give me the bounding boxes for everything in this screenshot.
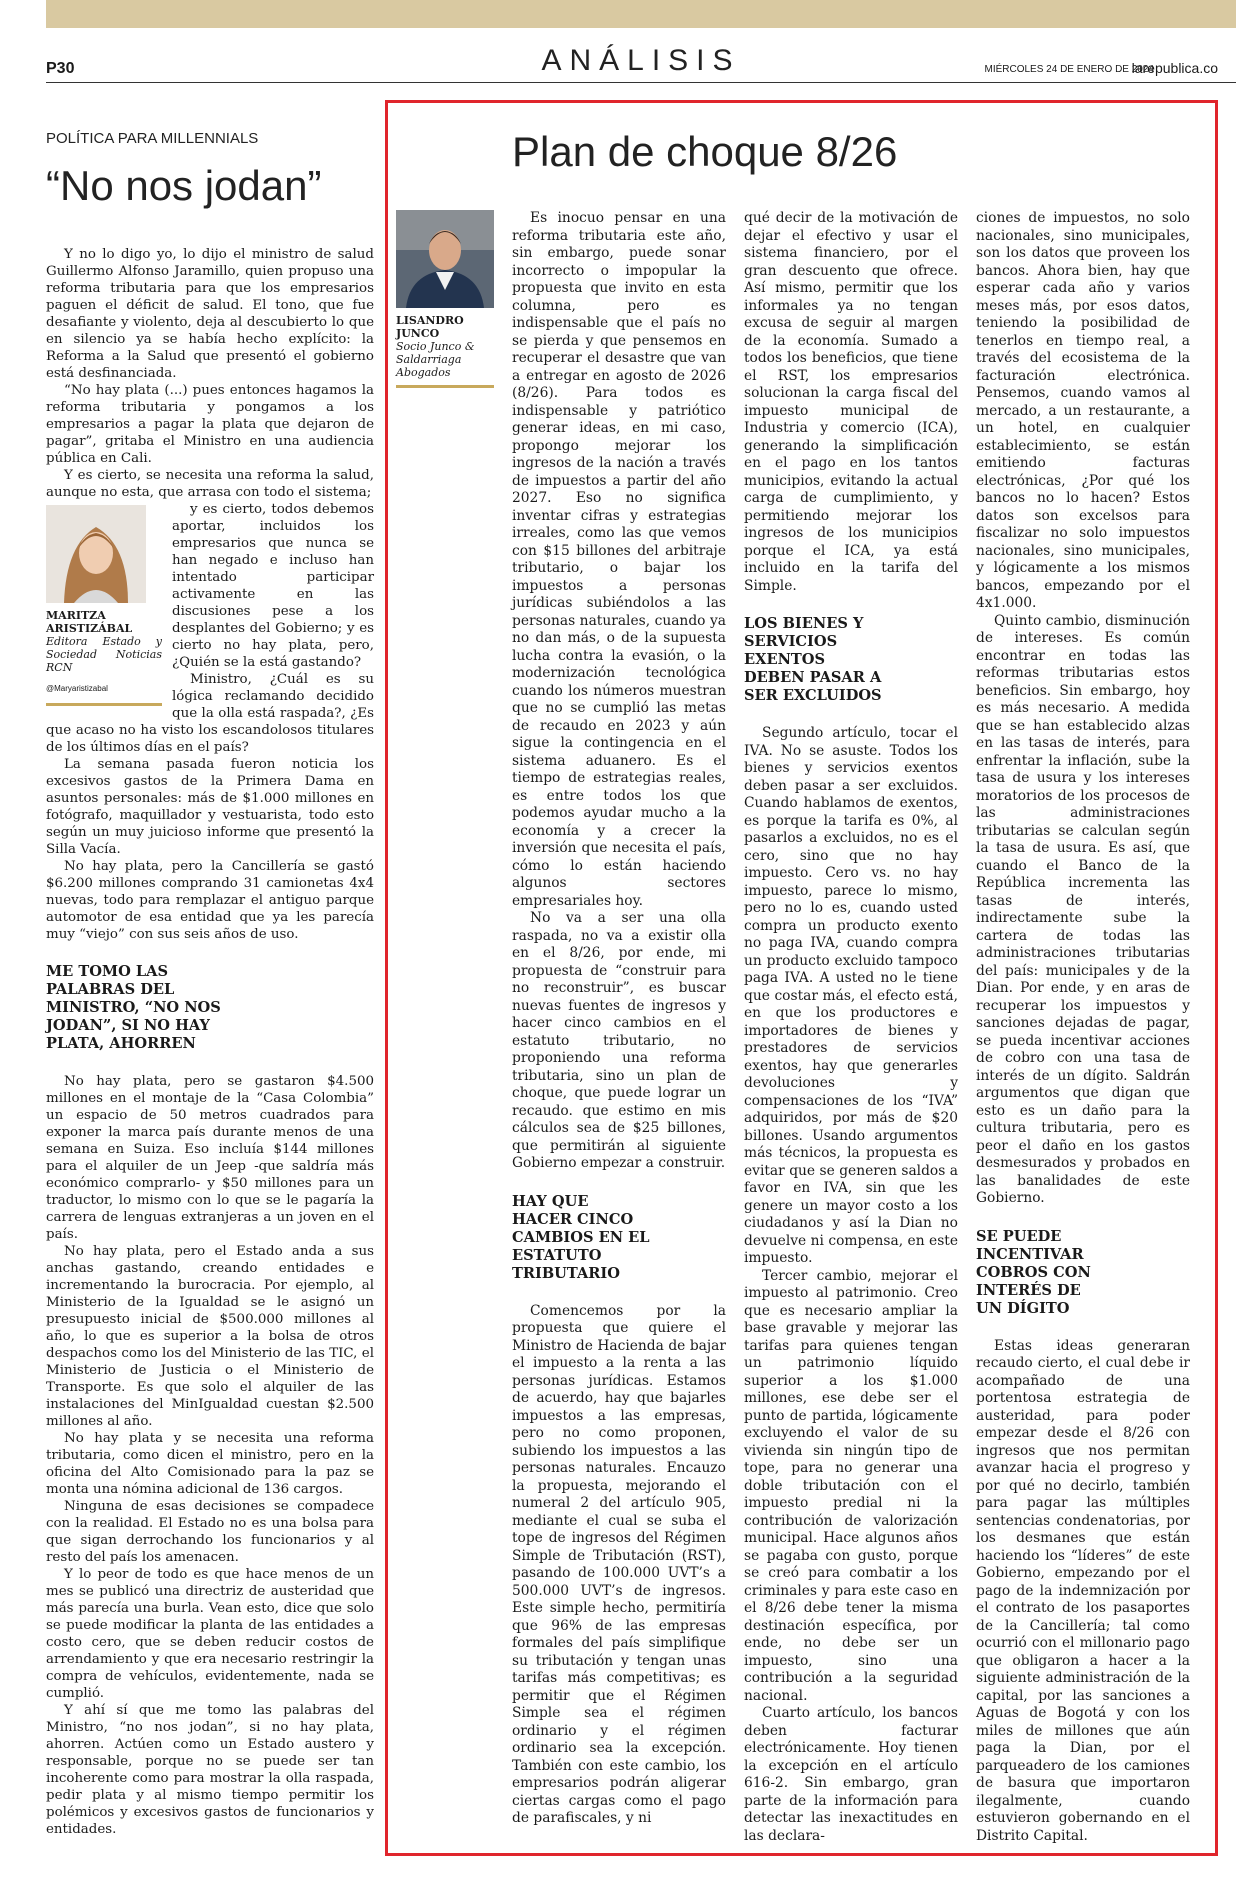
left-author-box: [46, 505, 162, 706]
issue-date: MIÉRCOLES 24 DE ENERO DE 2024: [984, 64, 1154, 75]
header-rule: [46, 82, 1236, 83]
paragraph: Cuarto artículo, los bancos deben facturar electrónicamente. Hoy tienen la excepción en el artículo 616-2. Sin embargo, gran parte de la información para detectar las inexactitudes en las declara-: [744, 1705, 958, 1844]
author-role: Editora Estado y Sociedad Noticias RCN: [46, 635, 162, 674]
subheading: HAY QUE HACER CINCO CAMBIOS EN EL ESTATUTO TRIBUTARIO: [512, 1192, 650, 1282]
author-name: MARITZA ARISTIZÁBAL: [46, 609, 133, 635]
author-portrait-image: [46, 505, 146, 603]
author-handle: @Maryaristizabal: [46, 684, 108, 693]
site-name: larepublica.co: [1131, 60, 1218, 76]
paragraph: Y es cierto, se necesita una reforma la salud, aunque no esta, que arrasa con todo el sistema;: [46, 468, 374, 500]
paragraph: No va a ser una olla raspada, no va a existir olla en el 8/26, por ende, mi propuesta de “construir para no reconstruir”, es buscar nuevas fuentes de ingresos y hacer cinco cambios en el estatuto tributario, no proponiendo una reforma tributaria, sino un plan de choque, que puede lograr un recaudo. que estimo en mis cálculos sea de $25 billones, que permitirán al siguiente Gobierno empezar a construir.: [512, 910, 726, 1171]
author-photo: [46, 505, 146, 603]
paragraph: y es cierto, todos debemos aportar, incluidos los empresarios que nunca se han negado e incluso han intentado participar activamente en las discusiones pese a los desplantes del Gobierno; y es cierto no hay plata, pero, ¿Quién se la está gastando?: [172, 502, 374, 670]
paragraph: No hay plata, pero se gastaron $4.500 millones en el montaje de la “Casa Colombia” un espacio de 50 metros cuadrados para exponer la marca país durante menos de una semana en Suiza. Eso incluía $144 millones para el alquiler de un Jeep -que saldría más económico comprarlo- y $50 millones para un traductor, lo mismo con lo que se le pagaría la carrera de lenguas extranjeras a un joven en el país.: [46, 1074, 374, 1242]
paragraph: No hay plata, pero la Cancillería se gastó $6.200 millones comprando 31 camionetas 4x4 nuevas, todo para remplazar el antiguo parque automotor de esa entidad que ya les parecía muy “viejo” con sus seis años de uso.: [46, 859, 374, 942]
right-author-box: [396, 210, 494, 388]
left-article-body: [46, 246, 374, 1838]
author-name: LISANDRO JUNCO: [396, 314, 464, 340]
paragraph: Y ahí sí que me tomo las palabras del Ministro, “no nos jodan”, si no hay plata, ahorren. Actúen como un Estado austero y responsable, porque no se puede ser tan incoherente como para mostrar la olla raspada, pedir plata y al mismo tiempo permitir los polémicos y excesivos gastos de funcionarios y entidades.: [46, 1703, 374, 1837]
right-headline: Plan de choque 8/26: [512, 128, 898, 175]
paragraph: La semana pasada fueron noticia los excesivos gastos de la Primera Dama en asuntos personales: más de $1.000 millones en fotógrafo, maquillador y vestuarista, todo esto según un muy juicioso informe que presentó la Silla Vacía.: [46, 757, 374, 857]
paragraph: No hay plata, pero el Estado anda a sus anchas gastando, creando entidades e incrementando la burocracia. Por ejemplo, al Ministerio de la Igualdad se le asignó un presupuesto inicial de $500.000 millones al año, lo que es superior a la bolsa de otros despachos como los del Ministerio de las TIC, el Ministerio de Justicia o el Ministerio de Transporte. Es que solo el alquiler de las instalaciones del MinIgualdad cuestan $2.500 millones al año.: [46, 1244, 374, 1429]
paragraph: No hay plata y se necesita una reforma tributaria, como dicen el ministro, pero en la oficina del Alto Comisionado para la paz se monta una nómina adicional de 136 cargos.: [46, 1431, 374, 1497]
author-divider: [396, 385, 494, 388]
left-headline: “No nos jodan”: [46, 162, 322, 209]
page-number: P30: [46, 60, 75, 77]
paragraph: Quinto cambio, disminución de intereses. Es común encontrar en todas las reformas tributarias estos beneficios. Sin embargo, hoy es más necesario. A medida que se han establecido alzas en las tasas de interés, para enfrentar la inflación, sube la tasa de usura y los intereses moratorios de los procesos de las administraciones tributarias se calculan según la tasa de usura. Es así, que cuando el Banco de la República incrementa las tasas de interés, indirectamente sube la cartera de todas las administraciones tributarias del país: municipales y de la Dian. Por ende, y en aras de recuperar los impuestos y sanciones dejadas de pagar, se pueda incentivar acciones de cobro con una tasa de interés de un dígito. Saldrán argumentos que digan que esto es un daño para la cultura tributaria, pero es peor el daño en los gastos desmesurados y probados en las banalidades de este Gobierno.: [976, 612, 1191, 1206]
paragraph: Comencemos por la propuesta que quiere el Ministro de Hacienda de bajar el impuesto a la renta a las personas jurídicas. Estamos de acuerdo, hay que bajarles impuestos a las empresas, pero no como proponen, subiendo los impuestos a las personas naturales. Encauzo la propuesta, mejorando el numeral 2 del artículo 905, mediante el cual se suba el tope de ingresos del Régimen Simple de Tributación (RST), pasando de 100.000 UVT’s a 500.000 UVT’s de ingresos. Este simple hecho, permitiría que 96% de las empresas formales del país simplifique su tributación y tengan unas tarifas más competitivas; es permitir que el Régimen Simple sea el régimen ordinario y el régimen ordinario sea la excepción. También con este cambio, los empresarios podrán aligerar ciertas cargas como el pago de parafiscales, y ni: [512, 1302, 726, 1826]
right-column-1: [512, 210, 726, 1828]
paragraph: Ninguna de esas decisiones se compadece con la realidad. El Estado no es una bolsa para que sigan derrochando los funcionarios y al resto del país los amenacen.: [46, 1499, 374, 1565]
paragraph: Ministro, ¿Cuál es su lógica reclamando decidido que la olla está raspada?, ¿Es que acaso no ha visto los escandolosos titulares de los últimos días en el país?: [46, 672, 374, 755]
paragraph: Segundo artículo, tocar el IVA. No se asuste. Todos los bienes y servicios exentos deben pasar a ser excluidos. Cuando hablamos de exentos, es porque la tarifa es 0%, al pasarlos a excluidos, no es el cero, sino que no hay impuesto. Cero vs. no hay impuesto, parece lo mismo, pero no lo es, cuando usted compra un producto exento no paga IVA, cuando compra un producto excluido tampoco paga IVA. A usted no le tiene que costar más, el efecto está, en que los productores e importadores de bienes y prestadores de servicios exentos, hay que generarles devoluciones y compensaciones de los “IVA” adquiridos, por más de $20 billones. Usando argumentos más técnicos, la propuesta es evitar que se generen saldos a favor en IVA, sin que les genere un mayor costo a los ciudadanos y así la Dian no devuelve ni compensa, en este impuesto.: [744, 725, 958, 1266]
subheading: LOS BIENES Y SERVICIOS EXENTOS DEBEN PASAR A SER EXCLUIDOS: [744, 615, 882, 704]
author-role: Socio Junco & Saldarriaga Abogados: [396, 340, 475, 379]
paragraph: Tercer cambio, mejorar el impuesto al patrimonio. Creo que es necesario ampliar la base gravable y mejorar las tarifas para quienes tengan un patrimonio líquido superior a los $1.000 millones, ese debe ser el punto de partida, lógicamente excluyendo el valor de su vivienda sin ningún tipo de tope, para no generar una doble tributación con el impuesto predial ni la contribución de valorización municipal. Hace algunos años se pagaba con gusto, porque se creó para combatir a los criminales y para este caso en el 8/26 debe tener la misma destinación específica, por ende, no debe ser un impuesto, sino una contribución a la seguridad nacional.: [744, 1267, 958, 1704]
page-header: [46, 44, 1236, 82]
section-title: ANÁLISIS: [541, 44, 741, 77]
paragraph: Y lo peor de todo es que hace menos de un mes se publicó una directriz de austeridad que más parecía una burla. Vean esto, dice que solo se puede modificar la planta de las entidades a costo cero, que se deben reducir costos de arrendamiento y que era necesario restringir la compra de vehículos, evidentemente, nada se cumplió.: [46, 1567, 374, 1701]
right-column-2: [744, 210, 958, 1845]
top-accent-bar: [46, 0, 1236, 28]
paragraph: “No hay plata (...) pues entonces hagamos la reforma tributaria y pongamos a los empresarios a pagar la plata que dejaron de pagar”, gritaba el Ministro en una audiencia pública en Cali.: [46, 383, 374, 466]
author-portrait-image: [396, 210, 494, 308]
right-column-3: [976, 210, 1190, 1845]
paragraph: ciones de impuestos, no solo nacionales, sino municipales, son los datos que proveen los bancos. Ahora bien, hay que esperar cada año y varios meses más, por esos datos, teniendo la posibilidad de tenerlos en tiempo real, a través del ecosistema de la facturación electrónica. Pensemos, cuando vamos al mercado, a un restaurante, a un hotel, en cualquier establecimiento, se están emitiendo facturas electrónicas, ¿Por qué los bancos no lo hacen? Estos datos son excelsos para fiscalizar no solo impuestos nacionales, sino municipales, y lógicamente a los mismos bancos, empezando por el 4x1.000.: [976, 210, 1190, 611]
subheading: ME TOMO LAS PALABRAS DEL MINISTRO, “NO NOS JODAN”, SI NO HAY PLATA, AHORREN: [46, 963, 221, 1052]
paragraph: Es inocuo pensar en una reforma tributaria este año, sin embargo, puede sonar incorrecto o impopular la propuesta que invito en esta columna, pero es indispensable que el país no se pierda y que pensemos en recuperar el desastre que van a entregar en agosto de 2026 (8/26). Para todos es indispensable y patriótico generar ideas, en mi caso, propongo mejorar los ingresos de la nación a través de impuestos a partir del año 2027. Eso no significa inventar cifras y estrategias irreales, como las que vemos con $15 billones del arbitraje tributario, o bajar los impuestos a personas jurídicas subiéndolos a las personas naturales, cuando ya no dan más, o de la supuesta lucha contra la evasión, o la modernización tecnológica cuando los números muestran que no se cumplió las metas de recaudo en 2023 y aún sigue la contingencia en el sistema aduanero. Es el tiempo de estrategias reales, es entre todos los que podemos ayudar mucho a la economía y a crecer la inversión que necesita el país, cómo lo están haciendo algunos sectores empresariales hoy.: [512, 210, 726, 909]
author-photo: [396, 210, 494, 308]
subheading: SE PUEDE INCENTIVAR COBROS CON INTERÉS DE UN DÍGITO: [976, 1227, 1091, 1317]
author-divider: [46, 703, 162, 706]
paragraph: Y no lo digo yo, lo dijo el ministro de salud Guillermo Alfonso Jaramillo, quien propuso una reforma tributaria para que los empresarios paguen el déficit de salud. El tono, que fue desafiante y violento, deja al descubierto lo que en silencio ya se había hecho explícito: la Reforma a la Salud que presentó el gobierno está desfinanciada.: [46, 247, 374, 381]
paragraph: Estas ideas generaran recaudo cierto, el cual debe ir acompañado de una portentosa estrategia de austeridad, para poder empezar desde el 8/26 con ingresos que nos permitan avanzar hacia el progreso y por qué no decirlo, también para pagar las múltiples sentencias condenatorias, por los desmanes que están haciendo los “líderes” de este Gobierno, empezando por el pago de la indemnización por el contrato de los pasaportes de la Cancillería; tal como ocurrió con el millonario pago que obligaron a hacer a la siguiente administración de la capital, por las sanciones a Aguas de Bogotá y con los miles de millones que aún paga la Dian, por el parqueadero de los camiones de basura que importaron ilegalmente, cuando estuvieron gobernando en el Distrito Capital.: [976, 1337, 1190, 1844]
left-kicker: POLÍTICA PARA MILLENNIALS: [46, 130, 259, 147]
paragraph: qué decir de la motivación de dejar el efectivo y usar el sistema financiero, por el gran descuento que ofrece. Así mismo, permitir que los informales ya no tengan excusa de seguir al margen de la economía. Sumado a todos los beneficios, que tiene el RST, los empresarios solucionan la carga fiscal del impuesto municipal de Industria y comercio (ICA), generando la simplificación en el pago en los tantos municipios, evitando la actual carga de cumplimiento, y permitiendo mejorar los ingresos de los municipios porque el ICA, ya está incluido en la tarifa del Simple.: [744, 210, 958, 594]
